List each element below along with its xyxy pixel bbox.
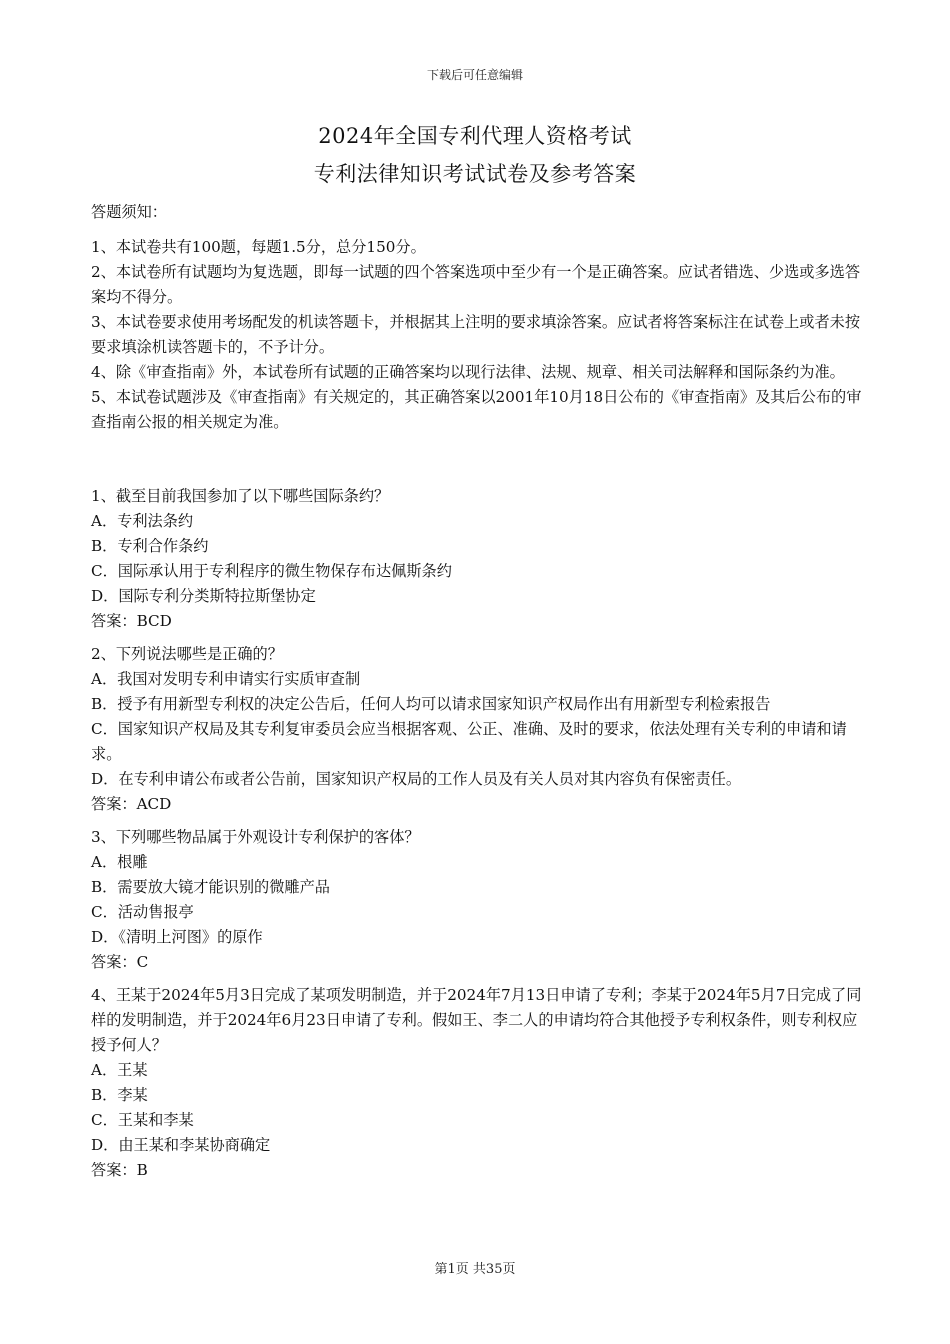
question-stem: 2、下列说法哪些是正确的？ <box>91 645 283 663</box>
notice-item: 5、本试卷试题涉及《审查指南》有关规定的，其正确答案以2001年10月18日公布的《审查指南》及其后公布的审查指南公报的相关规定为准。 <box>91 388 862 431</box>
question-stem: 1、截至目前我国参加了以下哪些国际条约？ <box>91 487 390 505</box>
question-option: B．专利合作条约 <box>91 537 209 555</box>
question-block <box>91 484 863 634</box>
notice-label: 答题须知： <box>91 203 167 221</box>
question-option: A．根雕 <box>91 853 148 871</box>
question-stem: 3、下列哪些物品属于外观设计专利保护的客体？ <box>91 828 420 846</box>
question-option: A．专利法条约 <box>91 512 194 530</box>
question-option: D．《清明上河图》的原作 <box>91 928 263 946</box>
section-spacer <box>91 435 863 474</box>
question-answer: 答案：B <box>91 1161 148 1179</box>
notice-item: 2、本试卷所有试题均为复选题，即每一试题的四个答案选项中至少有一个是正确答案。应试者错选、少选或多选答案均不得分。 <box>91 263 861 306</box>
question-option: A．我国对发明专利申请实行实质审查制 <box>91 670 361 688</box>
notice-item: 4、除《审查指南》外，本试卷所有试题的正确答案均以现行法律、法规、规章、相关司法解释和国际条约为准。 <box>91 363 845 381</box>
question-block <box>91 825 863 975</box>
question-stem: 4、王某于2024年5月3日完成了某项发明制造，并于2024年7月13日申请了专利；李某于2024年5月7日完成了同样的发明制造，并于2024年6月23日申请了专利。假如王、李二人的申请均符合其他授予专利权条件，则专利权应授予何人？ <box>91 986 862 1054</box>
page-header: 下载后可任意编辑 <box>426 68 523 82</box>
document-body <box>91 200 863 1183</box>
notice-item: 3、本试卷要求使用考场配发的机读答题卡，并根据其上注明的要求填涂答案。应试者将答案标注在试卷上或者未按要求填涂机读答题卡的，不予计分。 <box>91 313 861 356</box>
notice-item: 1、本试卷共有100题，每题1.5分，总分150分。 <box>91 238 426 256</box>
page-footer: 第1页 共35页 <box>434 1262 516 1277</box>
question-option: C．国际承认用于专利程序的微生物保存布达佩斯条约 <box>91 562 452 580</box>
question-option: D．国际专利分类斯特拉斯堡协定 <box>91 587 316 605</box>
notice-list <box>91 235 863 435</box>
question-option: A．王某 <box>91 1061 148 1079</box>
document-title: 2024年全国专利代理人资格考试 <box>318 124 632 148</box>
question-option: B．需要放大镜才能识别的微雕产品 <box>91 878 330 896</box>
question-option: C．王某和李某 <box>91 1111 194 1129</box>
question-option: B．李某 <box>91 1086 148 1104</box>
question-option: B．授予有用新型专利权的决定公告后，任何人均可以请求国家知识产权局作出有用新型专利检索报告 <box>91 695 771 713</box>
question-option: C．国家知识产权局及其专利复审委员会应当根据客观、公正、准确、及时的要求，依法处理有关专利的申请和请求。 <box>91 720 847 763</box>
question-option: D．由王某和李某协商确定 <box>91 1136 271 1154</box>
question-block <box>91 642 863 817</box>
question-answer: 答案：C <box>91 953 149 971</box>
question-block <box>91 983 863 1183</box>
question-answer: 答案：BCD <box>91 612 172 630</box>
question-option: D．在专利申请公布或者公告前，国家知识产权局的工作人员及有关人员对其内容负有保密责任。 <box>91 770 742 788</box>
question-answer: 答案：ACD <box>91 795 172 813</box>
question-option: C．活动售报亭 <box>91 903 194 921</box>
document-subtitle: 专利法律知识考试试卷及参考答案 <box>313 162 637 186</box>
